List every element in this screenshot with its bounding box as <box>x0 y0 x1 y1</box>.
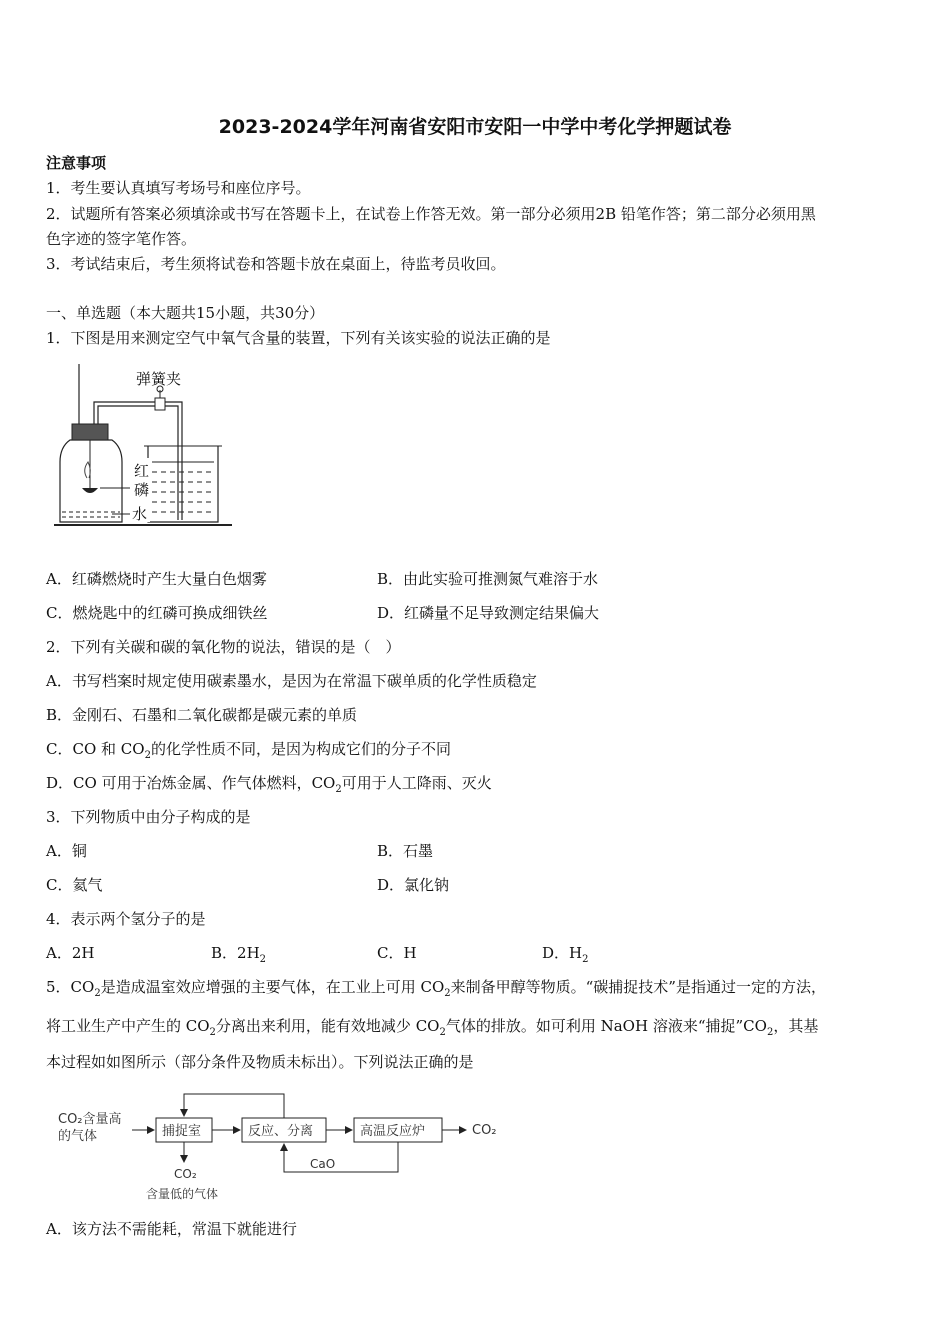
low-gas-label: CO₂ <box>174 1167 197 1181</box>
notice-item: 2．试题所有答案必须填涂或书写在答题卡上，在试卷上作答无效。第一部分必须用2B 铅笔作答；第二部分必须用黑 <box>46 205 816 223</box>
q5-stem-line2: 将工业生产中产生的 $CO_2$分离出来利用，能有效地减少 $CO_2$气体的排放。如可利用 NaOH 溶液来“捕捉$”CO_2$，其基 <box>46 1017 819 1038</box>
phosphorus-label: 磷 <box>134 481 150 499</box>
q2-option-b: B．金刚石、石墨和二氧化碳都是碳元素的单质 <box>46 706 358 724</box>
recycle-label: CaO <box>310 1157 336 1171</box>
phosphorus-label: 红 <box>134 462 150 480</box>
input-gas-label: 的气体 <box>58 1129 98 1144</box>
q1-option-d: D．红磷量不足导致测定结果偏大 <box>377 604 600 622</box>
q2-stem: 2．下列有关碳和碳的氧化物的说法，错误的是（ ） <box>46 638 401 656</box>
q3-option-c: C．氦气 <box>46 876 103 894</box>
output-gas-label: CO₂ <box>472 1123 497 1138</box>
q5-option-a: A．该方法不需能耗，常温下就能进行 <box>46 1220 297 1238</box>
q2-option-c: C．CO 和 $CO_2$的化学性质不同，是因为构成它们的分子不同 <box>46 740 451 761</box>
notice-item: 1．考生要认真填写考场号和座位序号。 <box>46 179 311 197</box>
q4-option-b: B．$2H_2$ <box>211 944 267 965</box>
q3-option-b: B．石墨 <box>377 842 434 860</box>
clip-label: 弹簧夹 <box>136 370 182 388</box>
q1-stem: 1．下图是用来测定空气中氧气含量的装置，下列有关该实验的说法正确的是 <box>46 329 551 347</box>
separation-box-label: 反应、分离 <box>248 1124 314 1139</box>
q1-option-b: B．由此实验可推测氮气难溶于水 <box>377 570 599 588</box>
q1-option-a: A．红磷燃烧时产生大量白色烟雾 <box>46 570 267 588</box>
q4-stem: 4．表示两个氢分子的是 <box>46 910 206 928</box>
capture-box-label: 捕捉室 <box>162 1124 202 1139</box>
water-label: 水 <box>132 505 148 523</box>
q1-option-c: C．燃烧匙中的红磷可换成细铁丝 <box>46 604 268 622</box>
input-gas-label: CO₂含量高 <box>58 1112 122 1127</box>
low-gas-label: 含量低的气体 <box>146 1187 219 1201</box>
q3-option-a: A．铜 <box>46 842 87 860</box>
page-title: 2023-2024学年河南省安阳市安阳一中学中考化学押题试卷 <box>218 116 732 138</box>
notice-item: 色字迹的签字笔作答。 <box>46 230 197 248</box>
q4-option-d: D．$H_2$ <box>542 944 589 965</box>
q4-option-c: C．H <box>377 944 417 962</box>
notice-heading: 注意事项 <box>46 154 107 172</box>
q3-option-d: D．氯化钠 <box>377 876 450 894</box>
q1-apparatus-figure <box>52 362 242 532</box>
q4-option-a: A．2H <box>46 944 95 962</box>
furnace-box-label: 高温反应炉 <box>360 1124 426 1139</box>
q5-stem-line1: 5．$CO_2$是造成温室效应增强的主要气体，在工业上可用 $CO_2$来制备甲醇等物质。“碳捕捉技术”是指通过一定的方法， <box>46 978 826 999</box>
q3-stem: 3．下列物质中由分子构成的是 <box>46 808 251 826</box>
q2-option-a: A．书写档案时规定使用碳素墨水，是因为在常温下碳单质的化学性质稳定 <box>46 672 537 690</box>
spring-clip <box>155 398 165 410</box>
notice-item: 3．考试结束后，考生须将试卷和答题卡放在桌面上，待监考员收回。 <box>46 255 506 273</box>
q2-option-d: D．CO 可用于冶炼金属、作气体燃料，$CO_2$可用于人工降雨、灭火 <box>46 774 492 795</box>
section-heading: 一、单选题（本大题共15小题，共30分） <box>46 304 325 322</box>
q5-process-diagram <box>52 1090 522 1210</box>
q5-stem-line3: 本过程如如图所示（部分条件及物质未标出）。下列说法正确的是 <box>46 1053 474 1071</box>
